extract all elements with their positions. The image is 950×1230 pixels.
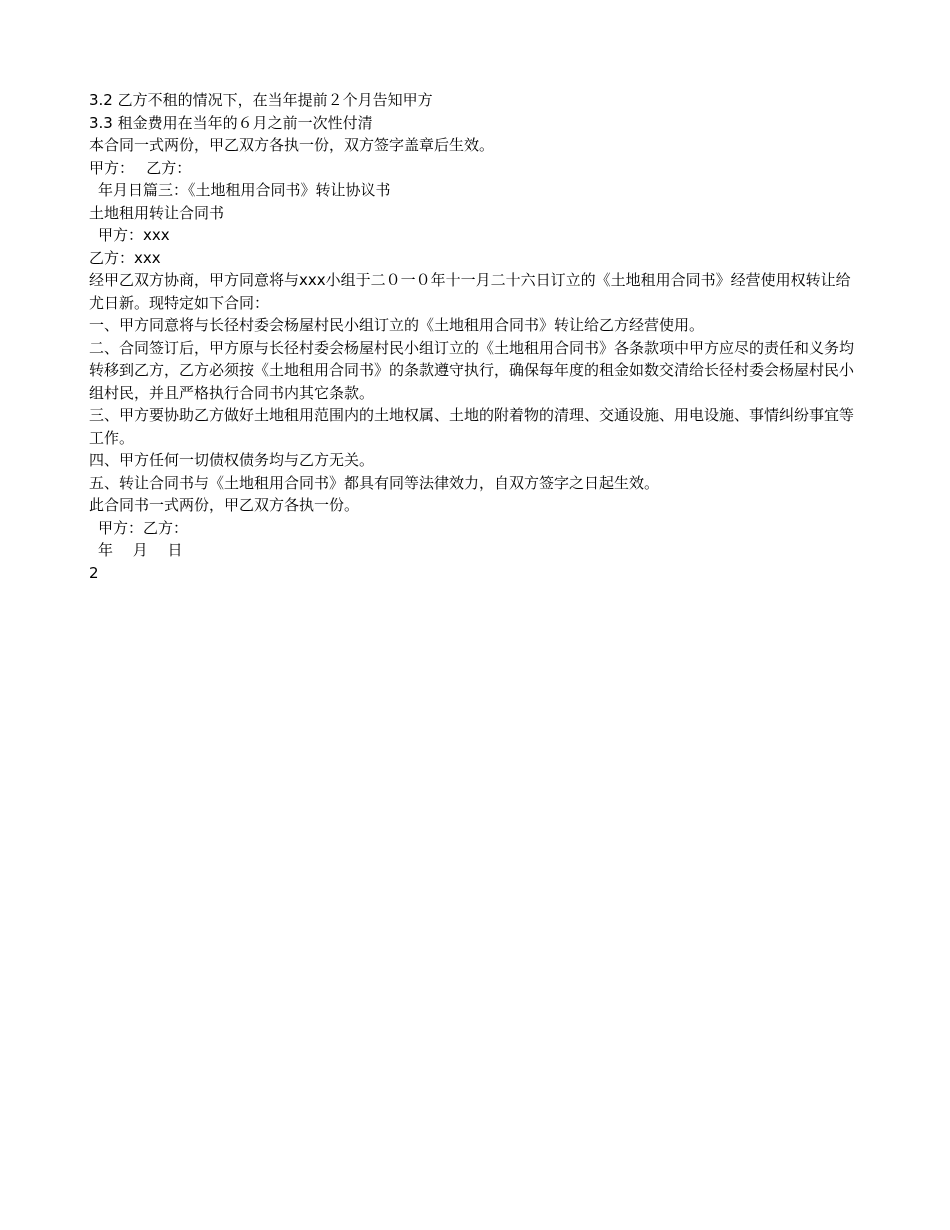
clause-five: 五、转让合同书与《土地租用合同书》都具有同等法律效力，自双方签字之日起生效。 xyxy=(89,473,660,492)
clause-3-3: 3.3 租金费用在当年的６月之前一次性付清 xyxy=(89,113,373,132)
signature-line-parties: 甲方： 乙方： xyxy=(89,158,192,177)
copies-statement: 此合同书一式两份，甲乙双方各执一份。 xyxy=(89,496,360,514)
document-page xyxy=(89,89,861,584)
party-a-name: 甲方：xxx xyxy=(98,226,170,244)
date-line: 年 月 日 xyxy=(98,541,183,559)
transfer-contract-title: 土地租用转让合同书 xyxy=(89,203,225,222)
clause-four: 四、甲方任何一切债权债务均与乙方无关。 xyxy=(89,451,375,469)
page-number: 2 xyxy=(89,563,99,582)
section-heading-part3: 年月日篇三：《土地租用合同书》转让协议书 xyxy=(98,181,391,199)
clause-one: 一、甲方同意将与长径村委会杨屋村民小组订立的《土地租用合同书》转让给乙方经营使用。 xyxy=(89,316,705,334)
clause-two: 二、合同签订后，甲方原与长径村委会杨屋村民小组订立的《土地租用合同书》各条款项中甲方应尽的责任和义务均转移到乙方，乙方必须按《土地租用合同书》的条款遵守执行，确保每年度的租金如数交清给长径村委会杨屋村民小组村民，并且严格执行合同书内其它条款。 xyxy=(89,338,855,402)
preamble-paragraph: 经甲乙双方协商，甲方同意将与xxx小组于二０一０年十一月二十六日订立的《土地租用合同书》经营使用权转让给尤日新。现特定如下合同： xyxy=(89,271,851,312)
party-b-name: 乙方：xxx xyxy=(89,248,161,267)
clause-three: 三、甲方要协助乙方做好土地租用范围内的土地权属、土地的附着物的清理、交通设施、用电设施、事情纠纷事宜等工作。 xyxy=(89,406,855,447)
signature-parties: 甲方：乙方： xyxy=(98,518,189,537)
contract-copies-note: 本合同一式两份，甲乙双方各执一份，双方签字盖章后生效。 xyxy=(89,136,495,154)
clause-3-2: 3.2 乙方不租的情况下，在当年提前２个月告知甲方 xyxy=(89,91,433,109)
